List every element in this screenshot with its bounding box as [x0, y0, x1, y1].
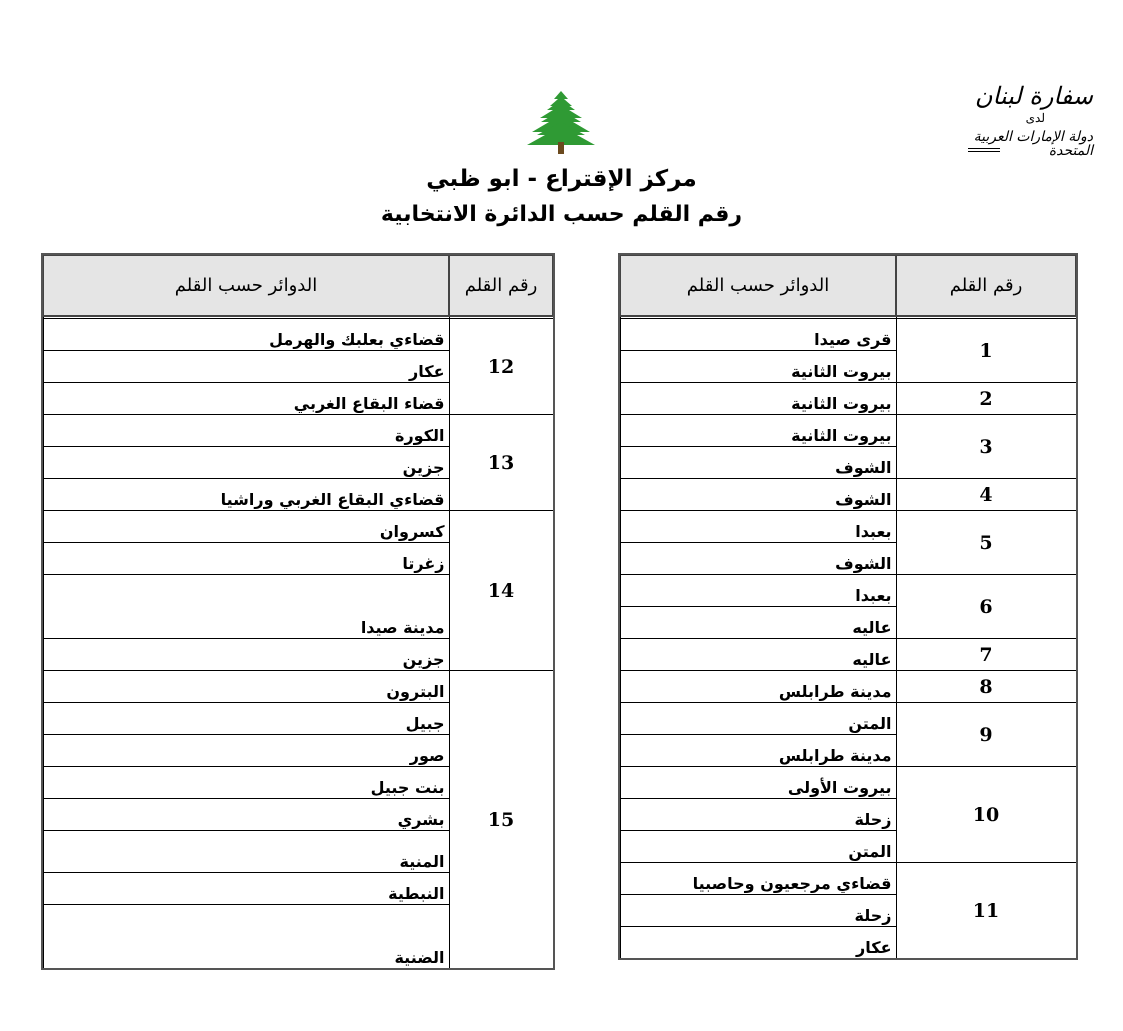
district-name: مدينة طرابلس [620, 671, 896, 703]
district-name: الشوف [620, 479, 896, 511]
polling-table-left [42, 254, 554, 969]
district-name: عاليه [620, 639, 896, 671]
table-row [620, 767, 1076, 799]
district-name: جبيل [43, 703, 449, 735]
table-row [620, 639, 1076, 671]
cedar-icon [527, 90, 595, 154]
booth-number: 8 [896, 671, 1076, 703]
table-row [43, 415, 553, 447]
district-name: جزين [43, 639, 449, 671]
booth-number: 1 [896, 319, 1076, 383]
district-name: عاليه [620, 607, 896, 639]
table-row [620, 511, 1076, 543]
district-name: الكورة [43, 415, 449, 447]
logo-line-embassy: سفارة لبنان [974, 82, 1093, 110]
district-name: المتن [620, 703, 896, 735]
district-name: بيروت الأولى [620, 767, 896, 799]
embassy-logo [928, 82, 1093, 159]
table-row [43, 319, 553, 351]
booth-number: 12 [449, 319, 553, 415]
logo-underline [968, 148, 1000, 152]
booth-number: 9 [896, 703, 1076, 767]
district-name: عكار [43, 351, 449, 383]
booth-number: 13 [449, 415, 553, 511]
district-name: زحلة [620, 895, 896, 927]
district-name: بعبدا [620, 575, 896, 607]
district-name: بيروت الثانية [620, 415, 896, 447]
district-name: النبطية [43, 873, 449, 905]
table-row [620, 383, 1076, 415]
district-name: زغرتا [43, 543, 449, 575]
table-row [620, 671, 1076, 703]
booth-number: 2 [896, 383, 1076, 415]
logo-line-country: دولة الإمارات العربية المتحدة [973, 129, 1093, 159]
district-name: البترون [43, 671, 449, 703]
table-row [620, 319, 1076, 351]
polling-table-right [619, 254, 1077, 959]
district-name: عكار [620, 927, 896, 959]
logo-line-to: لدى [1025, 111, 1045, 125]
booth-number: 4 [896, 479, 1076, 511]
district-name: مدينة صيدا [43, 575, 449, 639]
table-row [620, 479, 1076, 511]
district-name: زحلة [620, 799, 896, 831]
district-name: قضاءي البقاع الغربي وراشيا [43, 479, 449, 511]
table-row [620, 703, 1076, 735]
district-name: قرى صيدا [620, 319, 896, 351]
district-name: كسروان [43, 511, 449, 543]
district-name: الشوف [620, 543, 896, 575]
district-name: قضاءي مرجعيون وحاصبيا [620, 863, 896, 895]
booth-number: 3 [896, 415, 1076, 479]
column-header-number: رقم القلم [449, 255, 553, 316]
column-header-number: رقم القلم [896, 255, 1076, 316]
booth-number: 15 [449, 671, 553, 969]
district-name: المنية [43, 831, 449, 873]
district-name: جزين [43, 447, 449, 479]
table-row [43, 511, 553, 543]
district-name: بيروت الثانية [620, 351, 896, 383]
page-title: مركز الإقتراع - ابو ظبي [426, 166, 697, 192]
booth-number: 7 [896, 639, 1076, 671]
booth-number: 11 [896, 863, 1076, 959]
booth-number: 5 [896, 511, 1076, 575]
booth-number: 6 [896, 575, 1076, 639]
table-row [620, 415, 1076, 447]
district-name: قضاءي بعلبك والهرمل [43, 319, 449, 351]
district-name: بيروت الثانية [620, 383, 896, 415]
district-name: المتن [620, 831, 896, 863]
district-name: الشوف [620, 447, 896, 479]
table-row [620, 863, 1076, 895]
district-name: بنت جبيل [43, 767, 449, 799]
district-name: قضاء البقاع الغربي [43, 383, 449, 415]
district-name: بعبدا [620, 511, 896, 543]
table-row [620, 575, 1076, 607]
district-name: مدينة طرابلس [620, 735, 896, 767]
booth-number: 10 [896, 767, 1076, 863]
district-name: صور [43, 735, 449, 767]
district-name: بشري [43, 799, 449, 831]
column-header-districts: الدوائر حسب القلم [620, 255, 896, 316]
table-row [43, 671, 553, 703]
booth-number: 14 [449, 511, 553, 671]
page-subtitle: رقم القلم حسب الدائرة الانتخابية [380, 202, 743, 227]
district-name: الضنية [43, 905, 449, 969]
column-header-districts: الدوائر حسب القلم [43, 255, 449, 316]
